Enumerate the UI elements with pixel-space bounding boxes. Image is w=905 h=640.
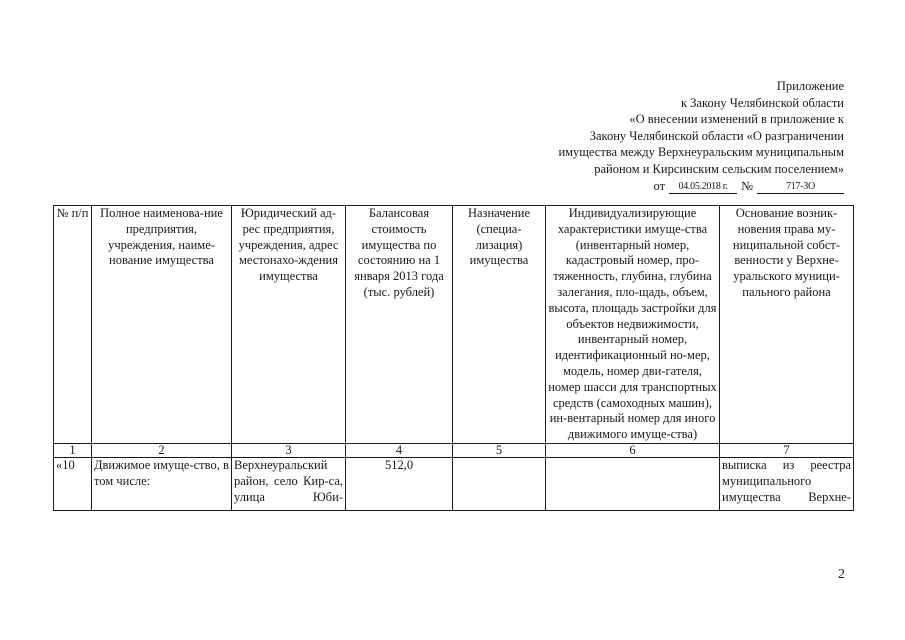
law-number: 717-ЗО [757, 181, 844, 194]
property-table [53, 205, 854, 511]
row-basis-cell: выписка из реестра муниципального имущества Верхне- [720, 457, 854, 510]
date-number-line [484, 178, 844, 195]
header-cell-balance-value: Балансовая стоимость имущества по состоянию на 1 января 2013 года (тыс. рублей) [346, 206, 453, 444]
header-cell-address: Юридический ад-рес предприятия, учреждения, адрес местонахо-ждения имущества [232, 206, 346, 444]
law-date: 04.05.2018 г. [669, 181, 737, 194]
column-number: 4 [346, 443, 453, 457]
table-row [54, 457, 854, 510]
appendix-header [484, 78, 844, 194]
header-cell-ownership-basis: Основание возник-новения права му-ниципальной собст-венности у Верхне-уральского муници-пального района [720, 206, 854, 444]
row-characteristics-cell [546, 457, 720, 510]
appendix-line: Приложение [776, 79, 844, 93]
appendix-line: «О внесении изменений в приложение к [629, 112, 844, 127]
column-number-row [54, 443, 854, 457]
row-balance-cell: 512,0 [346, 457, 453, 510]
row-purpose-cell [453, 457, 546, 510]
header-row [54, 206, 854, 444]
page-number: 2 [838, 567, 845, 582]
column-number: 6 [546, 443, 720, 457]
appendix-line: имущества между Верхнеуральским муниципальным [558, 145, 844, 160]
header-cell-number: № п/п [54, 206, 92, 444]
header-cell-name: Полное наименова-ние предприятия, учреждения, наиме-нование имущества [92, 206, 232, 444]
header-cell-characteristics: Индивидуализирующие характеристики имуще-ства (инвентарный номер, кадастровый номер, про-тяженность, глубина, глубина залегания, пло-щадь, объем, высота, площадь застройки для объектов недвижимости, инвентарный номер, идентификационный но-мер, модель, номер дви-гателя, номер шасси для транспортных средств (самоходных машин), ин-вентарный номер для иного движимого имуще-ства) [546, 206, 720, 444]
row-number-cell: «10 [54, 457, 92, 510]
column-number: 2 [92, 443, 232, 457]
column-number: 1 [54, 443, 92, 457]
column-number: 7 [720, 443, 854, 457]
appendix-line: районом и Кирсинским сельским поселением» [594, 161, 844, 176]
appendix-line: Закону Челябинской области «О разграничении [589, 128, 844, 143]
column-number: 3 [232, 443, 346, 457]
row-address-cell: Верхнеуральский район, село Кир-са, улица Юби- [232, 457, 346, 510]
column-number: 5 [453, 443, 546, 457]
number-label: № [741, 178, 753, 193]
from-label: от [653, 178, 666, 193]
appendix-line: к Закону Челябинской области [681, 95, 844, 110]
header-cell-purpose: Назначение (специа-лизация) имущества [453, 206, 546, 444]
row-name-cell: Движимое имуще-ство, в том числе: [92, 457, 232, 510]
